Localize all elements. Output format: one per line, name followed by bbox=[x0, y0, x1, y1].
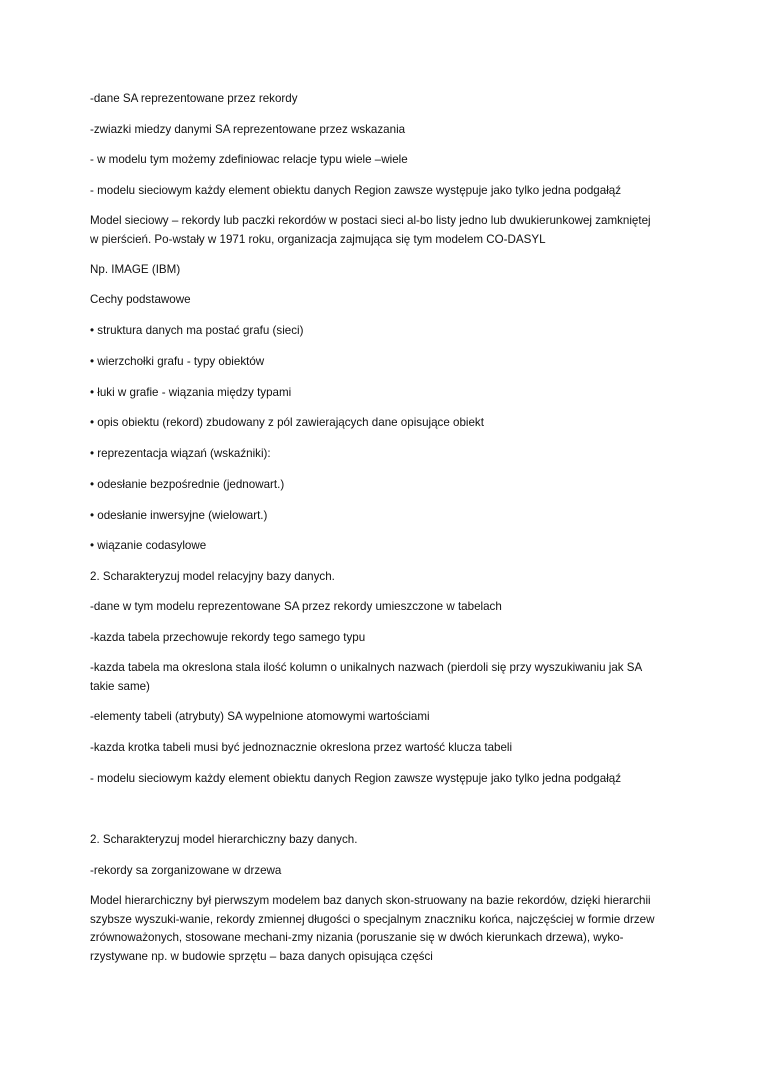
bullet-item: • struktura danych ma postać grafu (sieci) bbox=[90, 324, 304, 337]
bullet-item: • łuki w grafie - wiązania między typami bbox=[90, 386, 292, 399]
bullet-item: • wierzchołki grafu - typy obiektów bbox=[90, 355, 265, 368]
network-model-paragraph bbox=[90, 212, 680, 249]
paragraph-line: Model sieciowy – rekordy lub paczki rekordów w postaci sieci al-bo listy jedno lub dwukierunkowej zamkniętej bbox=[90, 214, 651, 227]
paragraph-line: zrównoważonych, stosowane mechani-zmy nizania (poruszanie się w dwóch kierunkach drzewa), wyko- bbox=[90, 931, 624, 944]
relational-model-item: - modelu sieciowym każdy element obiektu danych Region zawsze występuje jako tylko jedna podgałąź bbox=[90, 772, 622, 785]
example-line: Np. IMAGE (IBM) bbox=[90, 263, 181, 276]
hierarchical-model-heading: 2. Scharakteryzuj model hierarchiczny bazy danych. bbox=[90, 833, 358, 846]
features-heading: Cechy podstawowe bbox=[90, 293, 191, 306]
network-model-item-pointers: -zwiazki miedzy danymi SA reprezentowane przez wskazania bbox=[90, 123, 406, 136]
bullet-item: • odesłanie bezpośrednie (jednowart.) bbox=[90, 478, 285, 491]
bullet-item: • odesłanie inwersyjne (wielowart.) bbox=[90, 509, 268, 522]
bullet-item: • reprezentacja wiązań (wskaźniki): bbox=[90, 447, 271, 460]
network-model-item-records: -dane SA reprezentowane przez rekordy bbox=[90, 92, 298, 105]
paragraph-line: w pierścień. Po-wstały w 1971 roku, organizacja zajmująca się tym modelem CO-DASYL bbox=[90, 232, 546, 246]
paragraph-line: rzystywane np. w budowie sprzętu – baza danych opisująca części bbox=[90, 949, 433, 963]
network-model-item-region: - modelu sieciowym każdy element obiektu danych Region zawsze występuje jako tylko jedna podgałąź bbox=[90, 184, 622, 197]
paragraph-line: takie same) bbox=[90, 679, 150, 693]
paragraph-line: -kazda tabela ma okreslona stala ilość kolumn o unikalnych nazwach (pierdoli się przy wyszukiwaniu jak SA bbox=[90, 661, 643, 674]
hierarchical-model-paragraph bbox=[90, 892, 680, 966]
bullet-item: • wiązanie codasylowe bbox=[90, 539, 207, 552]
relational-model-item-columns bbox=[90, 659, 680, 696]
paragraph-line: szybsze wyszuki-wanie, rekordy zmiennej długości o specjalnym znaczniku końca, najczęściej w formie drzew bbox=[90, 912, 655, 926]
bullet-item: • opis obiektu (rekord) zbudowany z pól zawierających dane opisujące obiekt bbox=[90, 416, 484, 429]
network-model-item-many-to-many: - w modelu tym możemy zdefiniowac relacje typu wiele –wiele bbox=[90, 153, 408, 166]
relational-model-item: -kazda tabela przechowuje rekordy tego samego typu bbox=[90, 631, 366, 644]
relational-model-item: -kazda krotka tabeli musi być jednoznacznie okreslona przez wartość klucza tabeli bbox=[90, 741, 513, 754]
relational-model-heading: 2. Scharakteryzuj model relacyjny bazy danych. bbox=[90, 570, 335, 583]
relational-model-item: -dane w tym modelu reprezentowane SA przez rekordy umieszczone w tabelach bbox=[90, 600, 502, 613]
paragraph-line: Model hierarchiczny był pierwszym modelem baz danych skon-struowany na bazie rekordów, dzięki hierarchii bbox=[90, 894, 651, 907]
relational-model-item: -elementy tabeli (atrybuty) SA wypelnione atomowymi wartościami bbox=[90, 710, 430, 723]
hierarchical-model-item: -rekordy sa zorganizowane w drzewa bbox=[90, 864, 282, 877]
